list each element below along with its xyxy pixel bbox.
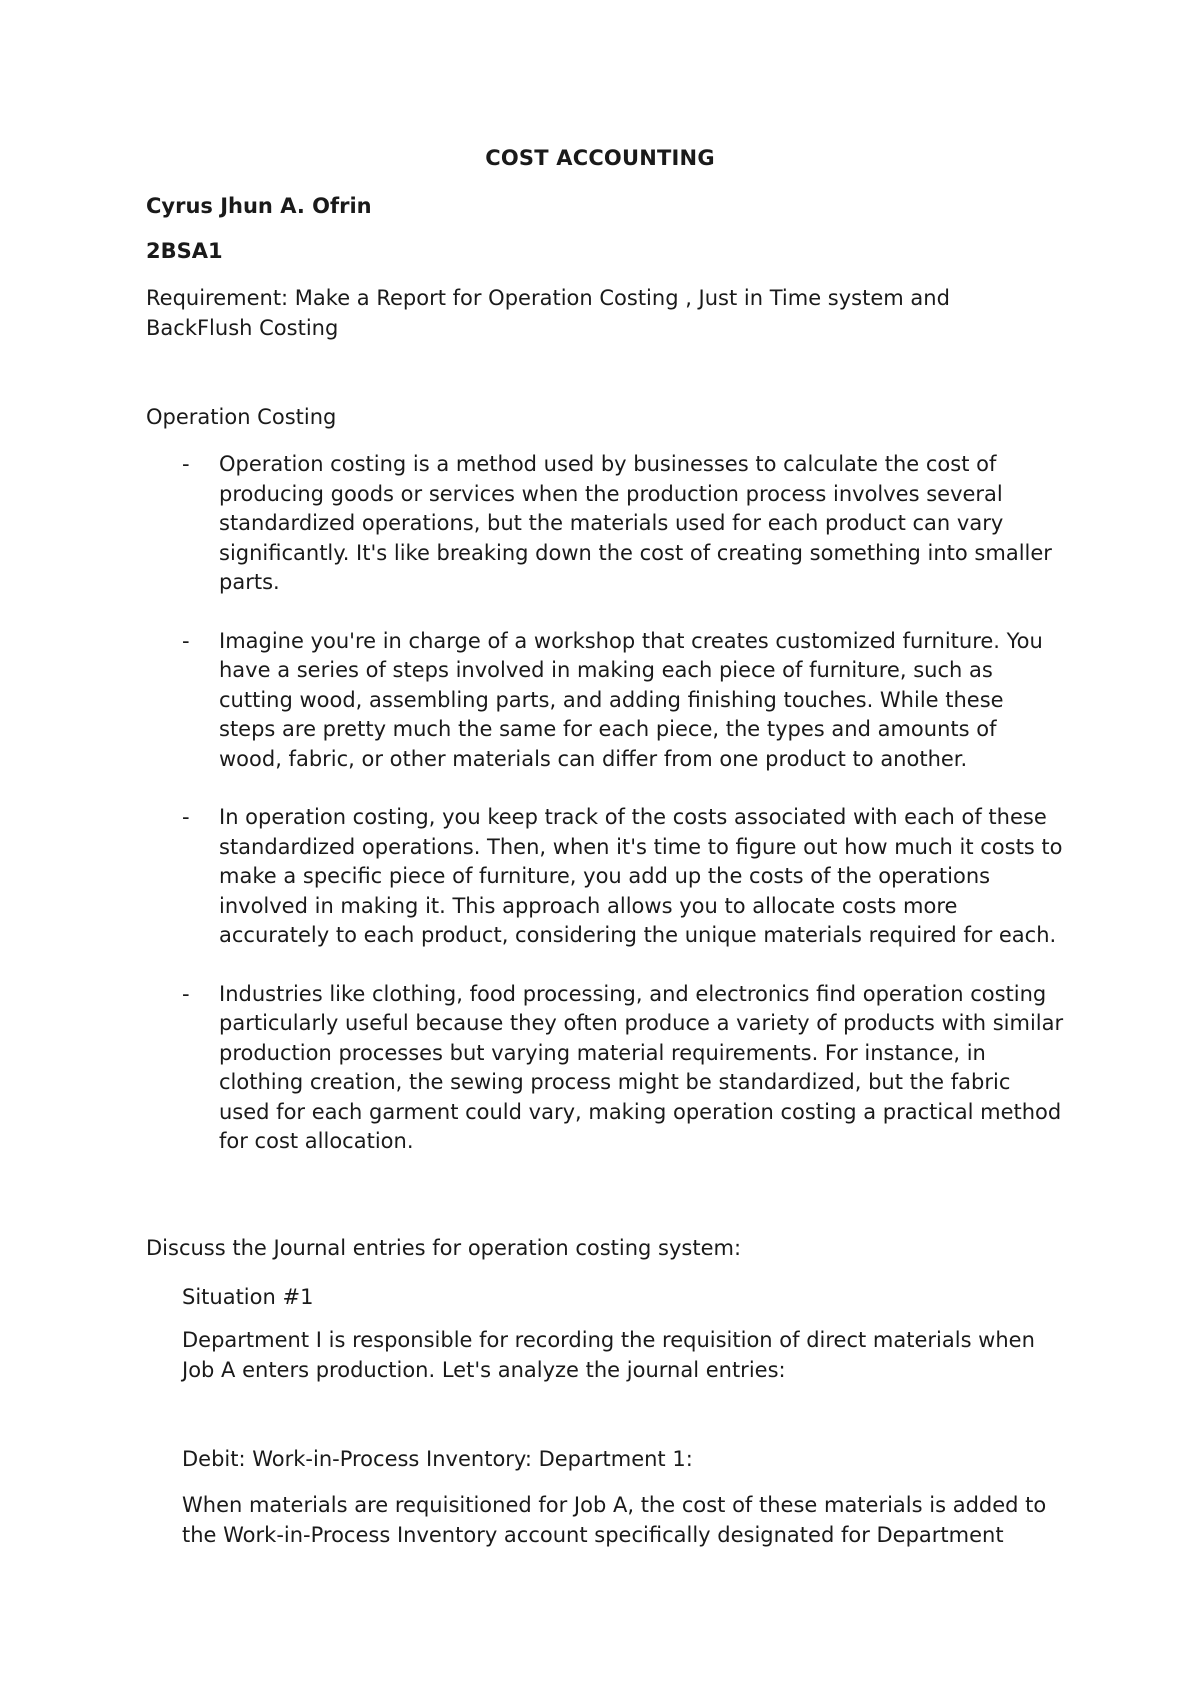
bullet-text: In operation costing, you keep track of the costs associated with each of these standardized operations. Then, when it's time to figure out how much it costs to make a specific piece of furniture, you add up the costs of the operations involved in making it. This approach allows you to allocate costs more accurately to each product, considering the unique materials required for each. [219, 805, 1063, 947]
operation-costing-heading: Operation Costing [146, 405, 337, 429]
bullet-text: Operation costing is a method used by businesses to calculate the cost of producing goods or services when the production process involves several standardized operations, but the materials used for each product can vary significantly. It's like breaking down the cost of creating something into smaller parts. [219, 452, 1052, 594]
bullet-text: Imagine you're in charge of a workshop that creates customized furniture. You have a series of steps involved in making each piece of furniture, such as cutting wood, assembling parts, and adding finishing touches. While these steps are pretty much the same for each piece, the types and amounts of wood, fabric, or other materials can differ from one product to another. [219, 628, 1043, 771]
situation-heading: Situation #1 [182, 1285, 314, 1309]
list-item [146, 803, 1066, 951]
bullet-list [146, 450, 1066, 1186]
bullet-marker: - [182, 628, 190, 653]
bullet-text: Industries like clothing, food processing, and electronics find operation costing particularly useful because they often produce a variety of products with similar production processes but varying material requirements. For instance, in clothing creation, the sewing process might be standardized, but the fabric used for each garment could vary, making operation costing a practical method for cost allocation. [219, 981, 1064, 1153]
section-code: 2BSA1 [146, 239, 223, 263]
discuss-heading: Discuss the Journal entries for operation costing system: [146, 1236, 742, 1260]
author-name: Cyrus Jhun A. Ofrin [146, 194, 372, 218]
bullet-marker: - [182, 805, 190, 829]
list-item [146, 980, 1066, 1157]
list-item [146, 450, 1066, 598]
requirement-text: Requirement: Make a Report for Operation Costing , Just in Time system and BackFlush Costing [146, 286, 950, 340]
situation-paragraph: Department I is responsible for recording the requisition of direct materials when Job A enters production. Let's analyze the journal entries: [182, 1328, 1035, 1382]
debit-paragraph: When materials are requisitioned for Job A, the cost of these materials is added to the Work-in-Process Inventory account specifically designated for Department [182, 1493, 1047, 1547]
list-item [146, 627, 1066, 775]
bullet-marker: - [182, 981, 190, 1006]
debit-heading: Debit: Work-in-Process Inventory: Department 1: [182, 1447, 693, 1471]
bullet-marker: - [182, 452, 190, 476]
document-title: COST ACCOUNTING [485, 146, 715, 170]
